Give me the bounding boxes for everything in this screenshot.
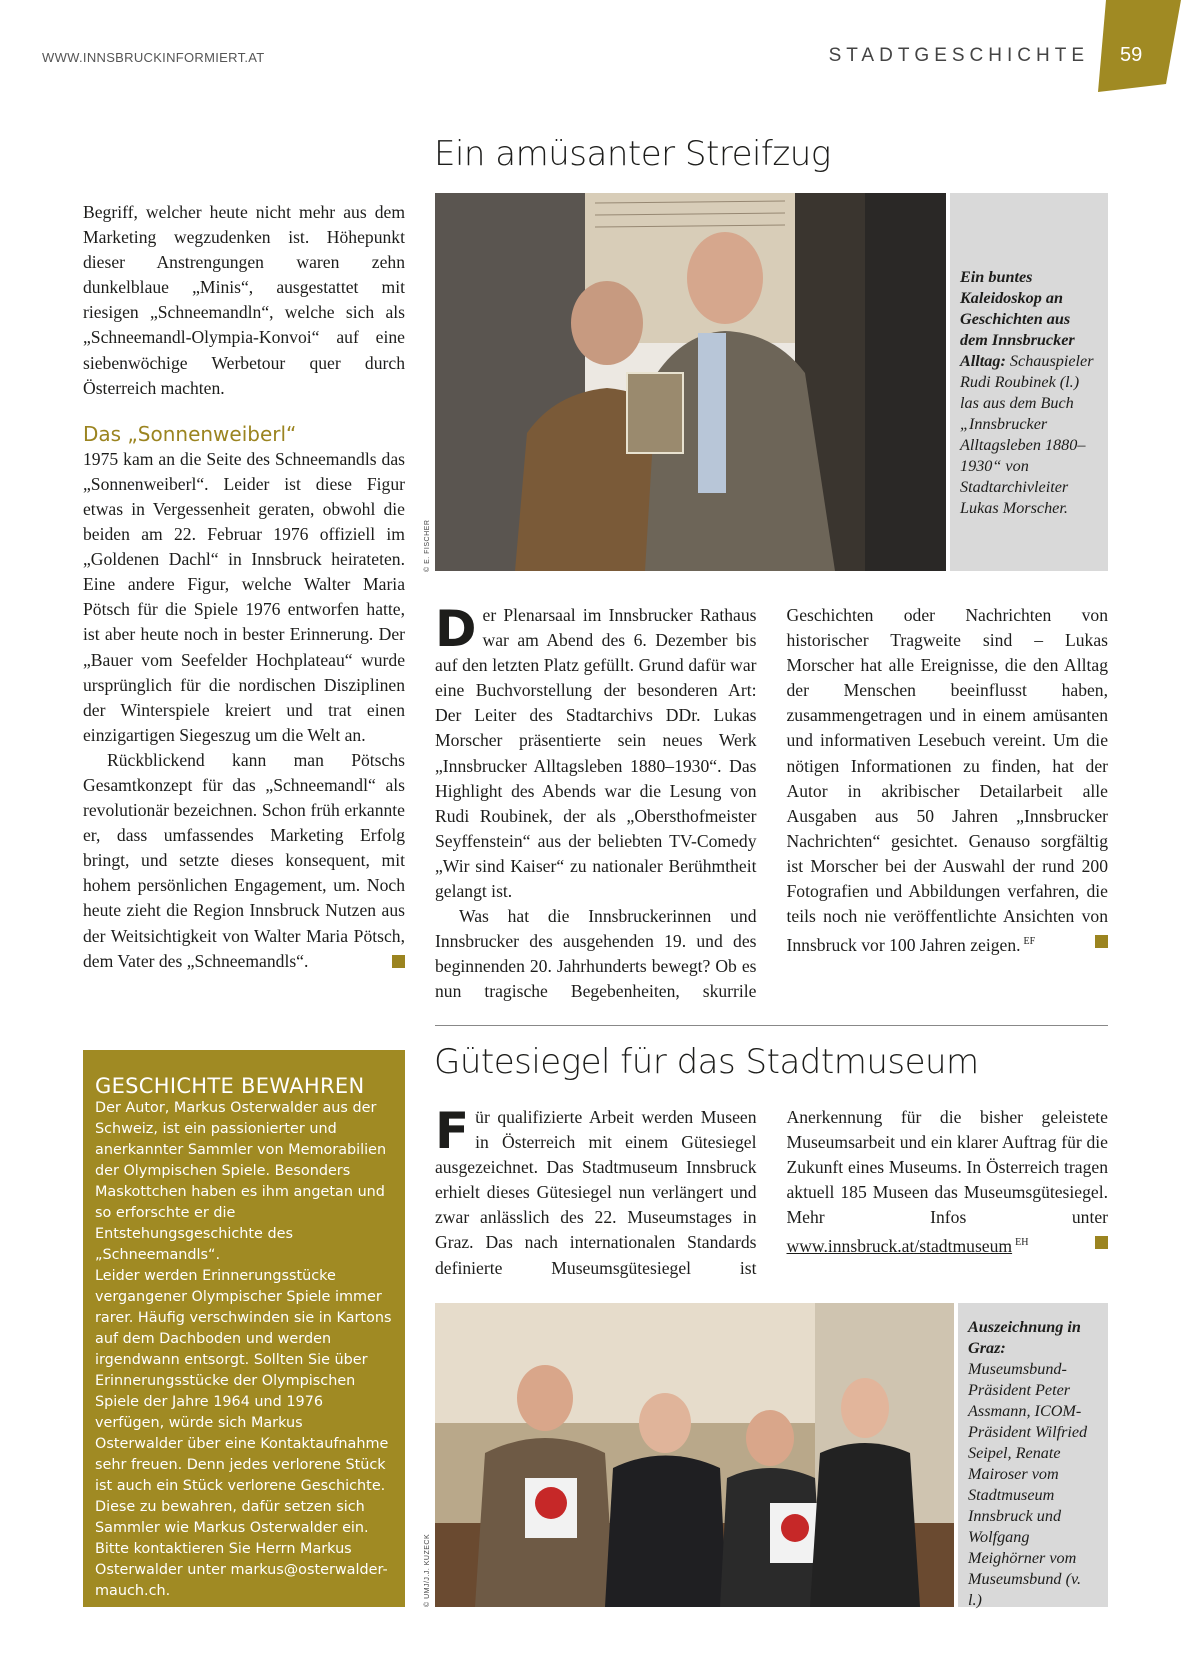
section-title: STADTGESCHICHTE — [828, 45, 1089, 66]
article2-text: ür qualifizierte Arbeit werden Museen in Österreich mit einem Gütesiegel ausgezeichnet. Das Stadtmuseum Innsbruck erhielt dieses Gütesiegel nun verlängert und zwar anlässlich des 22. Museumstages in Graz. Das nach internationalen Standards definierte Museumsgütesiegel ist Anerkennung für die bisher geleistete Museumsarbeit und ein klarer Auftrag für die Zukunft eines Museums. In Österreich tragen aktuell 185 Museen das Museumsgütesiegel. Mehr Infos unter — [435, 1107, 1108, 1278]
left-paragraph-text: Rückblickend kann man Pötschs Gesamtkonzept für das „Schneemandl“ als revolutionär bezeichnen. Schon früh erkannte er, dass umfassendes Marketing Erfolg bringt, und setzte dieses konsequent, mit hohem persönlichen Engagement, um. Noch heute zieht die Region Innsbruck Nutzen aus der Weitsichtigkeit von Walter Maria Pötsch, dem Vater des „Schneemandls“. — [83, 749, 405, 971]
end-mark-icon — [1095, 1236, 1108, 1249]
article-title: Gütesiegel für das Stadtmuseum — [434, 1042, 979, 1082]
museum-link[interactable]: www.innsbruck.at/stadtmuseum — [786, 1236, 1013, 1257]
photo-caption — [958, 1303, 1108, 1607]
dropcap: D — [435, 600, 477, 658]
article-title: Ein amüsanter Streifzug — [434, 134, 831, 174]
caption-text: Museumsbund-Präsident Peter Assmann, ICOM-Präsident Wilfried Seipel, Renate Mairoser vom Stadtmuseum Innsbruck und Wolfgang Meighörner vom Museumsbund (v. l.) — [968, 1360, 1088, 1609]
left-paragraph: 1975 kam an die Seite des Schneemandls das „Sonnenweiberl“. Leider ist diese Figur etwas in Vergessenheit geraten, obwohl die beiden am 22. Februar 1976 offiziell im „Goldenen Dachl“ in Innsbruck heirateten. Eine andere Figur, welche Walter Maria Pötsch für die Spiele 1976 entworfen hatte, ist aber heute noch in bester Erinnerung. Der „Bauer vom Seefelder Hochplateau“ wurde ursprünglich für die nordischen Disziplinen der Winterspiele kreiert und trat einen einzigartigen Siegeszug um die Welt an. — [83, 448, 405, 745]
info-box — [83, 1050, 405, 1607]
article1-body — [435, 600, 1108, 1011]
end-mark-icon — [1095, 935, 1108, 948]
article1-text: Was hat die Innsbruckerinnen und Innsbrucker des ausgehenden 19. und des beginnenden 20. Jahrhunderts bewegt? Ob es nun tragische Begebenheiten, skurrile Geschichten oder Nachrichten von historischer Tragweite sind – Lukas Morscher hat alle Ereignisse, die den Alltag der Menschen beeinflusst haben, zusammengetragen und in einem amüsanten und informativen Lesebuch vereint. Um die nötigen Informationen zu finden, hat der Autor in akribischer Detailarbeit alle Ausgaben aus 50 Jahren „Innsbrucker Nachrichten“ gesichtet. Genauso sorgfältig ist Morscher bei der Auswahl der rund 200 Fotografien und Abbildungen verfahren, die teils noch nie veröffentlichte Ansichten von Innsbruck vor 100 Jahren zeigen. — [435, 605, 1108, 1002]
photo-caption — [950, 193, 1108, 571]
info-box-paragraph: Leider werden Erinnerungsstücke vergangener Olympischer Spiele immer rarer. Häufig verschwinden sie in Kartons auf dem Dachboden und werden irgendwann entsorgt. Sollten Sie über Erinnerungsstücke der Olympischen Spiele der Jahre 1964 und 1976 verfügen, würde sich Markus Osterwalder über eine Kontaktaufnahme sehr freuen. Denn jedes verlorene Stück ist auch ein Stück verlorene Geschichte. Diese zu bewahren, dafür setzen sich Sammler wie Markus Osterwalder ein. — [95, 1268, 392, 1536]
subheading: Das „Sonnenweiberl“ — [83, 421, 297, 446]
info-box-contact: Bitte kontaktieren Sie Herrn Markus Osterwalder unter markus@osterwalder-mauch.ch. — [95, 1541, 388, 1599]
left-column — [83, 200, 405, 974]
left-paragraph — [83, 748, 405, 974]
photo-credit: © UMJ/J.J. KUZECK — [424, 1533, 431, 1607]
article2-body — [435, 1102, 1108, 1285]
photo-credit: © E. FISCHER — [424, 519, 431, 572]
author-initials: EH — [1015, 1237, 1029, 1249]
caption-lead: Auszeichnung in Graz: — [968, 1318, 1081, 1357]
dropcap: F — [435, 1102, 470, 1160]
article2-paragraph — [435, 1102, 1108, 1285]
page-number: 59 — [1120, 44, 1143, 66]
info-box-title: GESCHICHTE BEWAHREN — [95, 1074, 365, 1098]
article1-text: er Plenarsaal im Innsbrucker Rathaus war am Abend des 6. Dezember bis auf den letzten Platz gefüllt. Grund dafür war eine Buchvorstellung der besonderen Art: Der Leiter des Stadtarchivs DDr. Lukas Morscher präsentierte sein neues Werk „Innsbrucker Alltagsleben 1880–1930“. Das Highlight des Abends war die Lesung von Rudi Roubinek, der als „Obersthofmeister Seyffenstein“ aus der beliebten TV-Comedy „Wir sind Kaiser“ zu nationaler Berühmtheit gelangt ist. — [435, 605, 757, 902]
end-mark-icon — [392, 955, 405, 968]
caption-lead: Ein buntes Kaleidoskop an Geschichten aus dem Innsbrucker Alltag: — [960, 268, 1075, 370]
author-initials: EF — [1023, 936, 1036, 948]
left-intro: Begriff, welcher heute nicht mehr aus dem Marketing wegzudenken ist. Höhepunkt dieser Anstrengungen waren zehn dunkelblaue „Minis“, ausgestattet mit riesigen „Schneemandln“, welche sich als „Schneemandl-Olympia-Konvoi“ auf eine siebenwöchige Werbetour quer durch Österreich machten. — [83, 202, 405, 398]
photo-book-presentation — [435, 193, 946, 571]
info-box-paragraph: Der Autor, Markus Osterwalder aus der Schweiz, ist ein passionierter und anerkannter Sammler von Memorabilien der Olympischen Spiele. Besonders Maskottchen haben es ihm angetan und so erforschte er die Entstehungsgeschichte des „Schneemandls“. — [95, 1100, 387, 1263]
article1-paragraph — [435, 600, 757, 904]
photo-award-ceremony — [435, 1303, 954, 1607]
divider — [435, 1025, 1108, 1026]
website-url: WWW.INNSBRUCKINFORMIERT.AT — [42, 50, 265, 65]
caption-text: Schauspieler Rudi Roubinek (l.) las aus dem Buch „Innsbrucker Alltagsleben 1880–1930“ von Stadtarchivleiter Lukas Morscher. — [960, 352, 1094, 517]
